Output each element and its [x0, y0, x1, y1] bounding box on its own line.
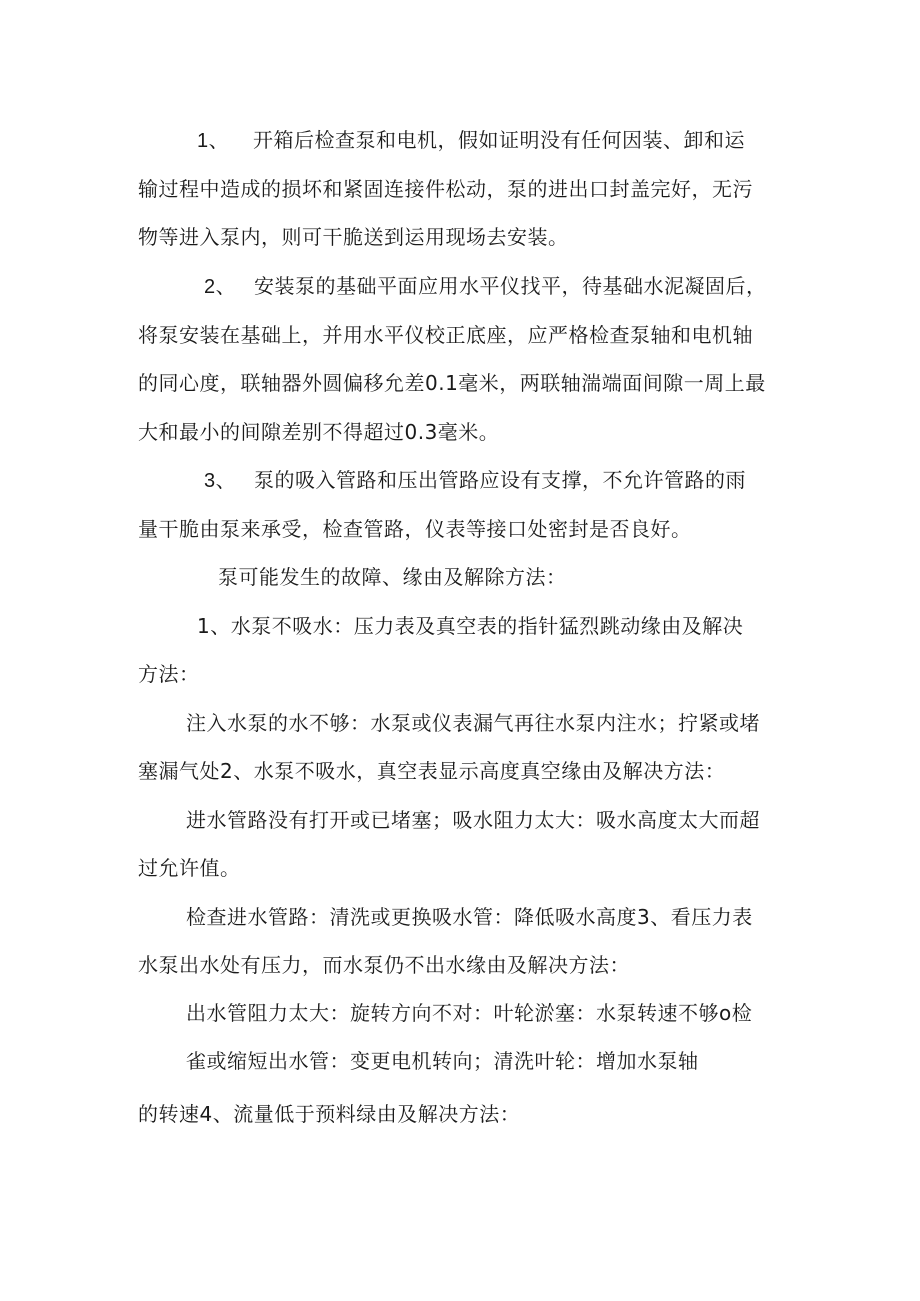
- text-line: [197, 614, 743, 638]
- text-line: [197, 128, 745, 153]
- line-text: 注入水泵的水不够：水泵或仪表漏气再往水泵内注水；拧紧或堵: [186, 711, 760, 735]
- line-text: 进水管路没有打开或已堵塞；吸水阻力太大：吸水高度太大而超: [186, 808, 760, 832]
- line-text: 检查进水管路：清洗或更换吸水管：降低吸水高度3、看压力表: [186, 905, 753, 929]
- text-line: [138, 1102, 520, 1126]
- text-line: [138, 662, 200, 686]
- text-line: [138, 953, 630, 977]
- line-text: 量干脆由泵来承受，检查管路，仪表等接口处密封是否良好。: [138, 517, 692, 541]
- text-line: [204, 274, 767, 299]
- text-line: [138, 371, 766, 395]
- item-number: 1、: [197, 130, 230, 152]
- line-text: 物等进入泵内，则可干脆送到运用现场去安装。: [138, 225, 569, 249]
- text-line: [138, 517, 692, 541]
- text-line: [186, 1049, 699, 1073]
- text-line: [186, 808, 760, 832]
- line-text: 的同心度，联轴器外圆偏移允差0.1毫米，两联轴湍端面间隙一周上最: [138, 371, 766, 395]
- line-text: 1、水泵不吸水：压力表及真空表的指针猛烈跳动缘由及解决: [197, 614, 744, 638]
- line-text: 输过程中造成的损坏和紧固连接件松动，泵的进出口封盖完好，无污: [138, 177, 753, 201]
- line-text: 塞漏气处2、水泵不吸水，真空表显示高度真空缘由及解决方法：: [138, 759, 726, 783]
- line-text: 方法：: [138, 662, 200, 686]
- line-text: 出水管阻力太大：旋转方向不对：叶轮淤塞：水泵转速不够o检: [186, 1001, 753, 1025]
- text-line: [186, 711, 760, 735]
- text-line: [138, 420, 499, 444]
- text-line: [138, 177, 753, 201]
- line-text: 大和最小的间隙差别不得超过0.3毫米。: [138, 420, 500, 444]
- line-text: 水泵出水处有压力，而水泵仍不出水缘由及解决方法：: [138, 953, 630, 977]
- line-text: 安装泵的基础平面应用水平仪找平，待基础水泥凝固后，: [254, 274, 767, 298]
- text-line: [204, 468, 746, 493]
- text-line: [138, 759, 725, 783]
- text-line: [138, 323, 753, 347]
- item-number: 3、: [204, 470, 237, 492]
- text-line: [138, 225, 569, 249]
- line-text: 泵的吸入管路和压出管路应设有支撑，不允许管路的雨: [254, 468, 746, 492]
- line-text: 雀或缩短出水管：变更电机转向；清洗叶轮：增加水泵轴: [186, 1049, 699, 1073]
- line-text: 的转速4、流量低于预料绿由及解决方法：: [138, 1102, 521, 1126]
- line-text: 泵可能发生的故障、缘由及解除方法：: [218, 565, 567, 589]
- text-line: [138, 856, 241, 880]
- line-text: 开箱后检查泵和电机，假如证明没有任何因装、卸和运: [253, 128, 745, 152]
- text-line: [186, 905, 753, 929]
- line-text: 过允许值。: [138, 856, 241, 880]
- section-heading: [218, 565, 567, 589]
- item-number: 2、: [204, 276, 237, 298]
- line-text: 将泵安装在基础上，并用水平仪校正底座，应严格检查泵轴和电机轴: [138, 323, 753, 347]
- text-line: [186, 1001, 752, 1025]
